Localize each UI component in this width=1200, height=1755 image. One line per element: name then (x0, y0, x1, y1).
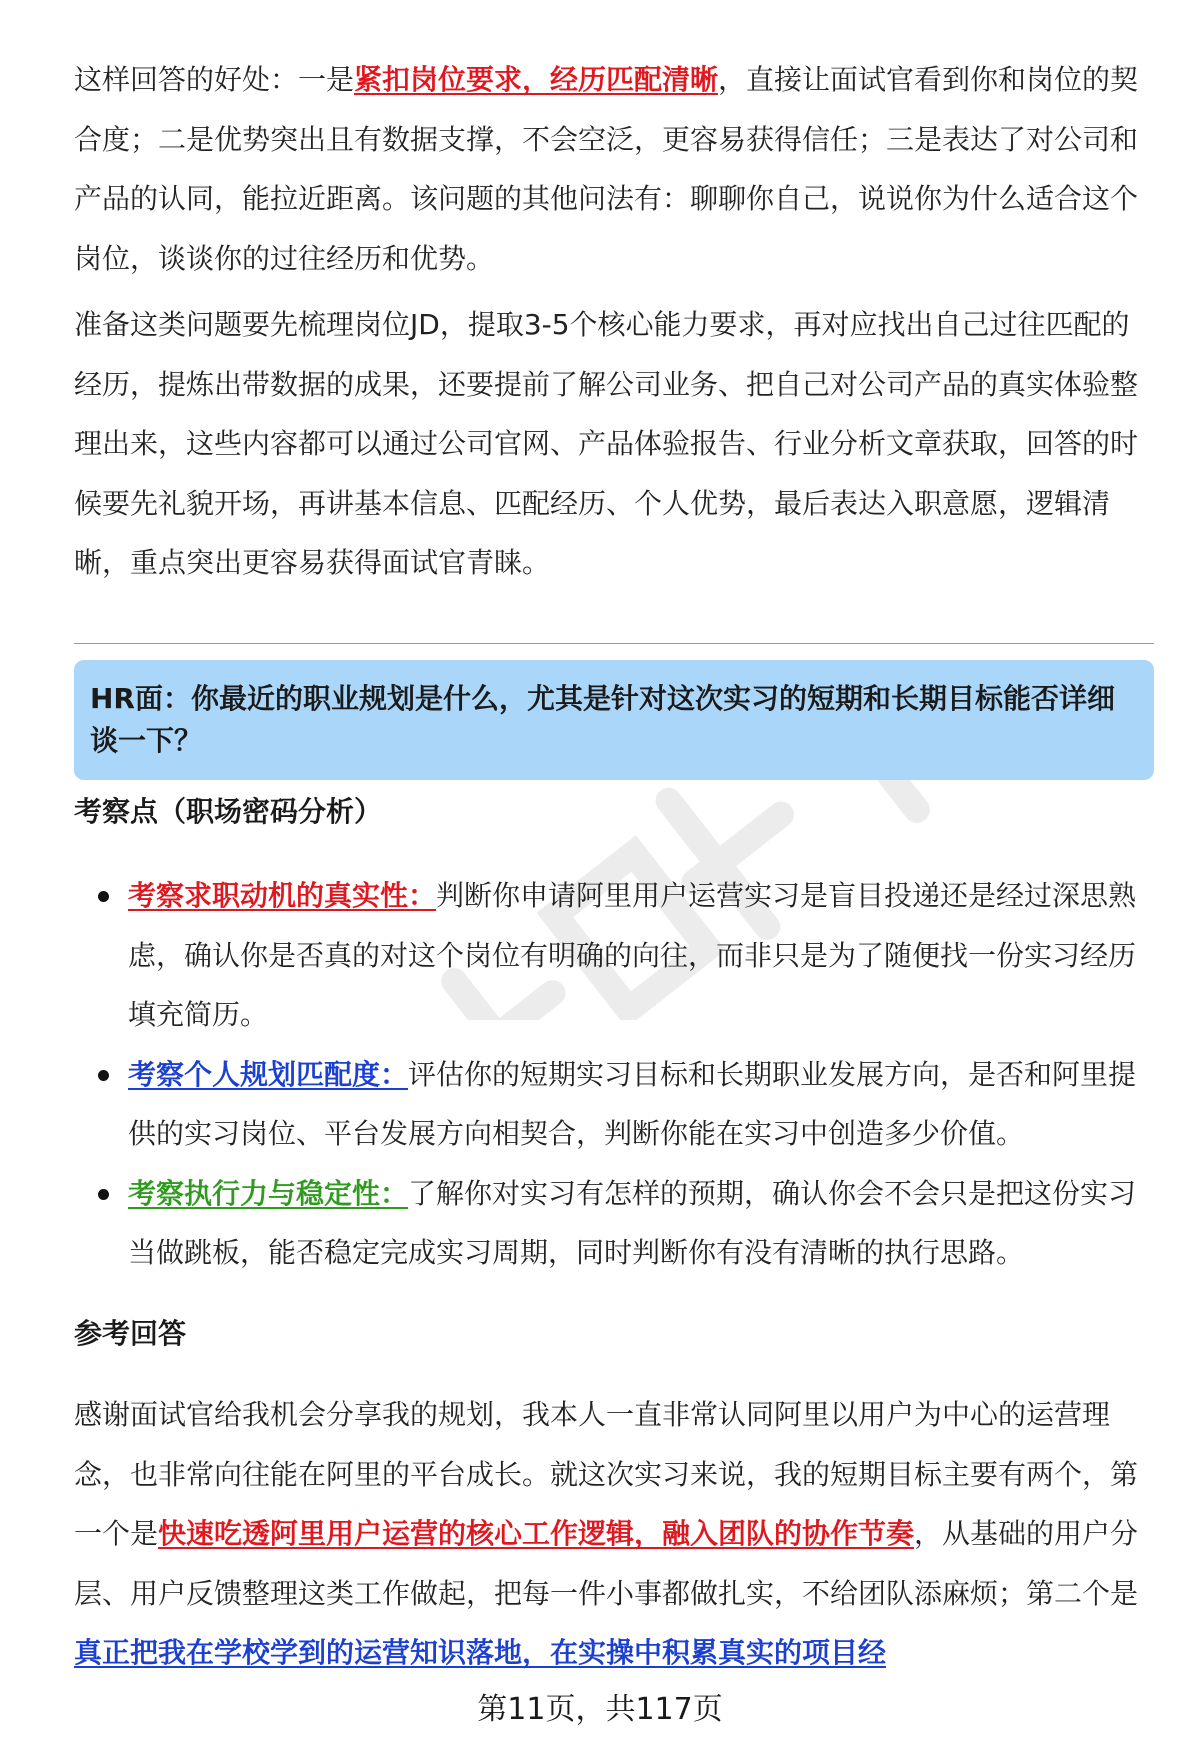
question-text: HR面：你最近的职业规划是什么，尤其是针对这次实习的短期和长期目标能否详细谈一下？ (90, 682, 1115, 757)
bullet-icon (98, 1070, 109, 1081)
bullet-label: 考察个人规划匹配度： (128, 1057, 409, 1091)
page-number-footer: 第11页，共117页 (477, 1692, 723, 1727)
reference-answer-paragraph (74, 1385, 1154, 1683)
section-divider (74, 643, 1154, 644)
bullet-label: 考察执行力与稳定性： (128, 1176, 409, 1210)
preparation-paragraph: 准备这类问题要先梳理岗位JD，提取3-5个核心能力要求，再对应找出自己过往匹配的经历，提炼出带数据的成果，还要提前了解公司业务、把自己对公司产品的真实体验整理出来，这些内容都可以通过公司官网、产品体验报告、行业分析文章获取，回答的时候要先礼貌开场，再讲基本信息、匹配经历、个人优势，最后表达入职意愿，逻辑清晰，重点突出更容易获得面试官青睐。 (74, 308, 1139, 579)
benefits-prefix: 这样回答的好处：一是 (74, 63, 355, 96)
reference-answer-heading: 参考回答 (74, 1317, 187, 1350)
bullet-label: 考察求职动机的真实性： (128, 879, 437, 912)
answer-part1: 感谢面试官给我机会分享我的规划，我本人一直非常认同阿里以用户为中心的运营理念，也非常向往能在阿里的平台成长。就这次实习来说，我的短期目标主要有两个，第一个是 (74, 1398, 1139, 1550)
bullet-icon (98, 891, 109, 902)
answer-part2: ，从基础的用户分层、用户反馈整理这类工作做起，把每一件小事都做扎实，不给团队添麻烦；第二个是 (74, 1517, 1139, 1610)
list-item (74, 1045, 1154, 1164)
question-box (74, 660, 1154, 780)
benefits-suffix: ，直接让面试官看到你和岗位的契合度；二是优势突出且有数据支撑，不会空泛，更容易获得信任；三是表达了对公司和产品的认同，能拉近距离。该问题的其他问法有：聊聊你自己，说说你为什么适合这个岗位，谈谈你的过往经历和优势。 (74, 63, 1139, 275)
bullet-text: 评估你的短期实习目标和长期职业发展方向，是否和阿里提供的实习岗位、平台发展方向相契合，判断你能在实习中创造多少价值。 (128, 1057, 1137, 1150)
answer-highlight-1: 快速吃透阿里用户运营的核心工作逻辑，融入团队的协作节奏 (158, 1517, 915, 1550)
bullet-text: 了解你对实习有怎样的预期，确认你会不会只是把这份实习当做跳板，能否稳定完成实习周期，同时判断你有没有清晰的执行思路。 (128, 1176, 1137, 1269)
bullet-icon (98, 1189, 109, 1200)
exam-points-heading: 考察点（职场密码分析） (74, 795, 383, 828)
list-item (74, 866, 1154, 1045)
answer-highlight-2: 真正把我在学校学到的运营知识落地，在实操中积累真实的项目经 (74, 1636, 887, 1669)
benefits-highlight: 紧扣岗位要求，经历匹配清晰 (354, 63, 719, 96)
bullet-text: 判断你申请阿里用户运营实习是盲目投递还是经过深思熟虑，确认你是否真的对这个岗位有明确的向往，而非只是为了随便找一份实习经历填充简历。 (128, 879, 1137, 1031)
list-item (74, 1164, 1154, 1283)
exam-points-list (74, 866, 1154, 1283)
benefits-paragraph (74, 50, 1154, 288)
